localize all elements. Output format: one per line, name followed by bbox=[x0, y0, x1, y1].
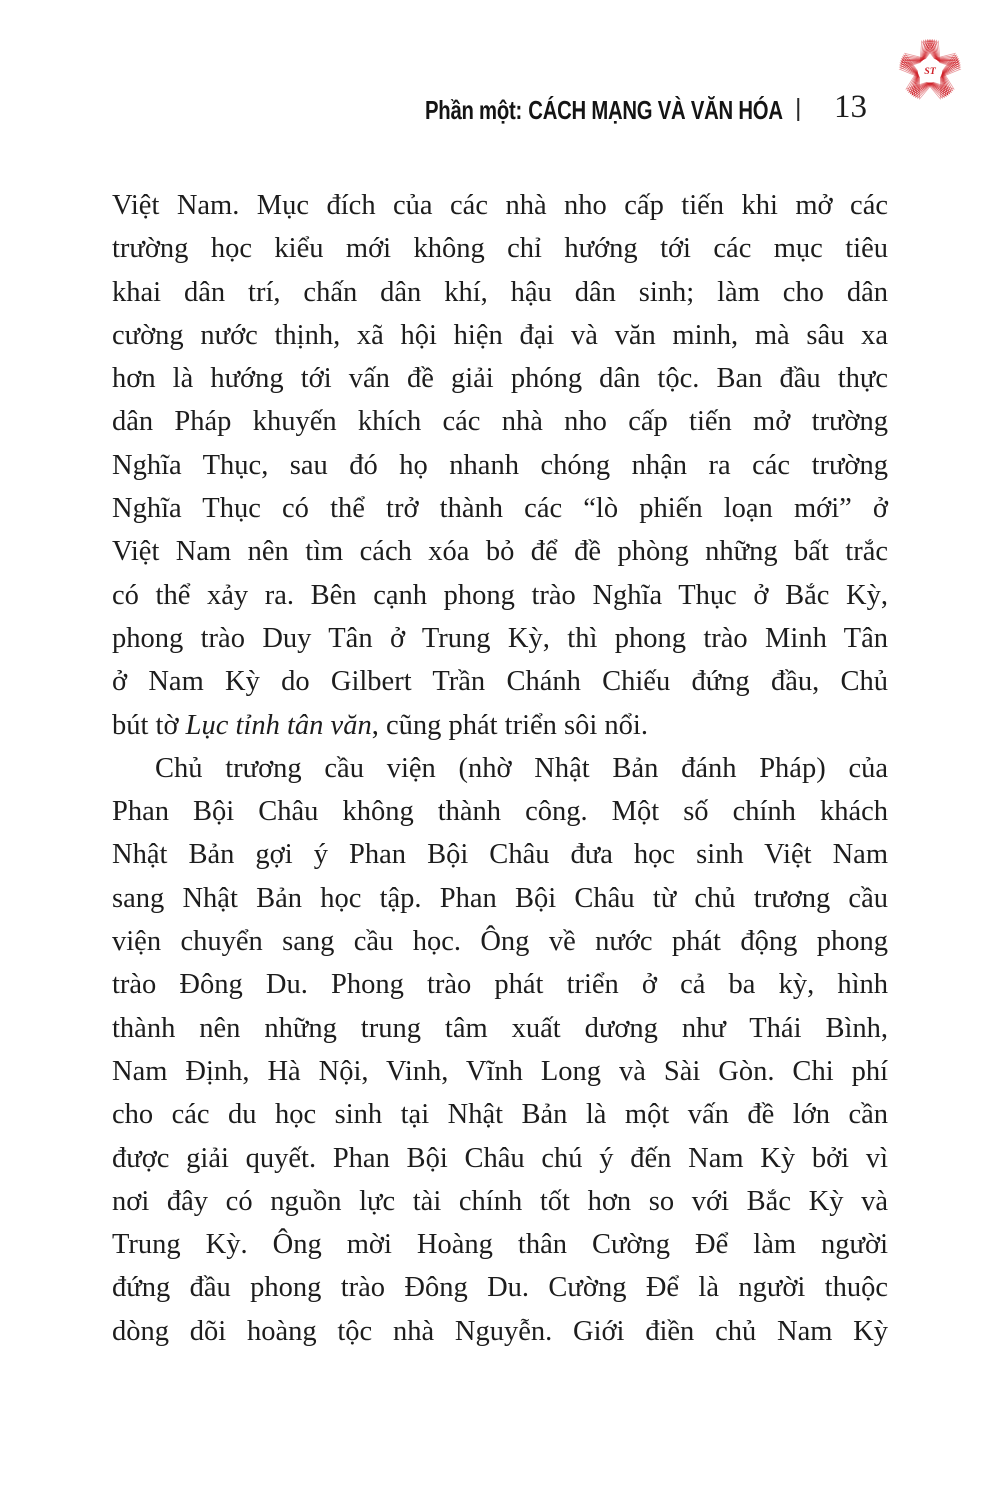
section-title: CÁCH MẠNG VÀ VĂN HÓA bbox=[528, 95, 783, 125]
text-line: khai dân trí, chấn dân khí, hậu dân sinh; làm cho dân bbox=[112, 276, 888, 308]
text-line: được giải quyết. Phan Bội Châu chú ý đến Nam Kỳ bởi vì bbox=[112, 1142, 888, 1174]
text-line: nơi đây có nguồn lực tài chính tốt hơn so với Bắc Kỳ và bbox=[112, 1185, 888, 1217]
page-number: 13 bbox=[834, 89, 867, 125]
header-separator: | bbox=[795, 94, 802, 122]
text-line: cho các du học sinh tại Nhật Bản là một vấn đề lớn cần bbox=[112, 1099, 888, 1131]
text-line: thành nên những trung tâm xuất dương như Thái Bình, bbox=[112, 1012, 888, 1044]
text-line: dân Pháp khuyến khích các nhà nho cấp tiến mở trường bbox=[112, 406, 888, 438]
text-line: bút tờ Lục tỉnh tân văn, cũng phát triển sôi nổi. bbox=[112, 709, 648, 741]
text-line: Nghĩa Thục, sau đó họ nhanh chóng nhận ra các trường bbox=[112, 449, 888, 481]
text-line: ở Nam Kỳ do Gilbert Trần Chánh Chiếu đứng đầu, Chủ bbox=[112, 666, 888, 698]
text-line: Trung Kỳ. Ông mời Hoàng thân Cường Để làm người bbox=[112, 1229, 888, 1261]
section-label: Phần một: bbox=[425, 95, 523, 125]
text-line: Nghĩa Thục có thể trở thành các “lò phiến loạn mới” ở bbox=[112, 493, 888, 525]
text-line: Việt Nam. Mục đích của các nhà nho cấp tiến khi mở các bbox=[112, 190, 888, 221]
text-line: Chủ trương cầu viện (nhờ Nhật Bản đánh Pháp) của bbox=[155, 752, 888, 784]
running-head bbox=[0, 0, 1000, 150]
text-line: đứng đầu phong trào Đông Du. Cường Để là người thuộc bbox=[112, 1272, 888, 1304]
text-line: có thể xảy ra. Bên cạnh phong trào Nghĩa Thục ở Bắc Kỳ, bbox=[112, 579, 888, 611]
text-line: cường nước thịnh, xã hội hiện đại và văn minh, mà sâu xa bbox=[112, 319, 888, 351]
text-line: phong trào Duy Tân ở Trung Kỳ, thì phong trào Minh Tân bbox=[112, 622, 888, 654]
publisher-star-logo-icon bbox=[897, 33, 963, 105]
logo-monogram: ST bbox=[924, 65, 936, 77]
chapter-title bbox=[425, 97, 783, 123]
text-line: viện chuyển sang cầu học. Ông về nước phát động phong bbox=[112, 926, 888, 958]
text-line: hơn là hướng tới vấn đề giải phóng dân tộc. Ban đầu thực bbox=[112, 363, 888, 395]
text-line: trường học kiểu mới không chỉ hướng tới các mục tiêu bbox=[112, 233, 888, 265]
text-line: sang Nhật Bản học tập. Phan Bội Châu từ chủ trương cầu bbox=[112, 882, 888, 914]
text-line: Nhật Bản gợi ý Phan Bội Châu đưa học sinh Việt Nam bbox=[112, 839, 888, 871]
text-line: Phan Bội Châu không thành công. Một số chính khách bbox=[112, 796, 888, 828]
text-line: dòng dõi hoàng tộc nhà Nguyễn. Giới điền chủ Nam Kỳ bbox=[112, 1315, 888, 1347]
text-line: Nam Định, Hà Nội, Vinh, Vĩnh Long và Sài Gòn. Chi phí bbox=[112, 1055, 888, 1087]
page-body bbox=[112, 184, 888, 1353]
text-line: trào Đông Du. Phong trào phát triển ở cả ba kỳ, hình bbox=[112, 969, 888, 1001]
text-line: Việt Nam nên tìm cách xóa bỏ để đề phòng những bất trắc bbox=[112, 536, 888, 568]
